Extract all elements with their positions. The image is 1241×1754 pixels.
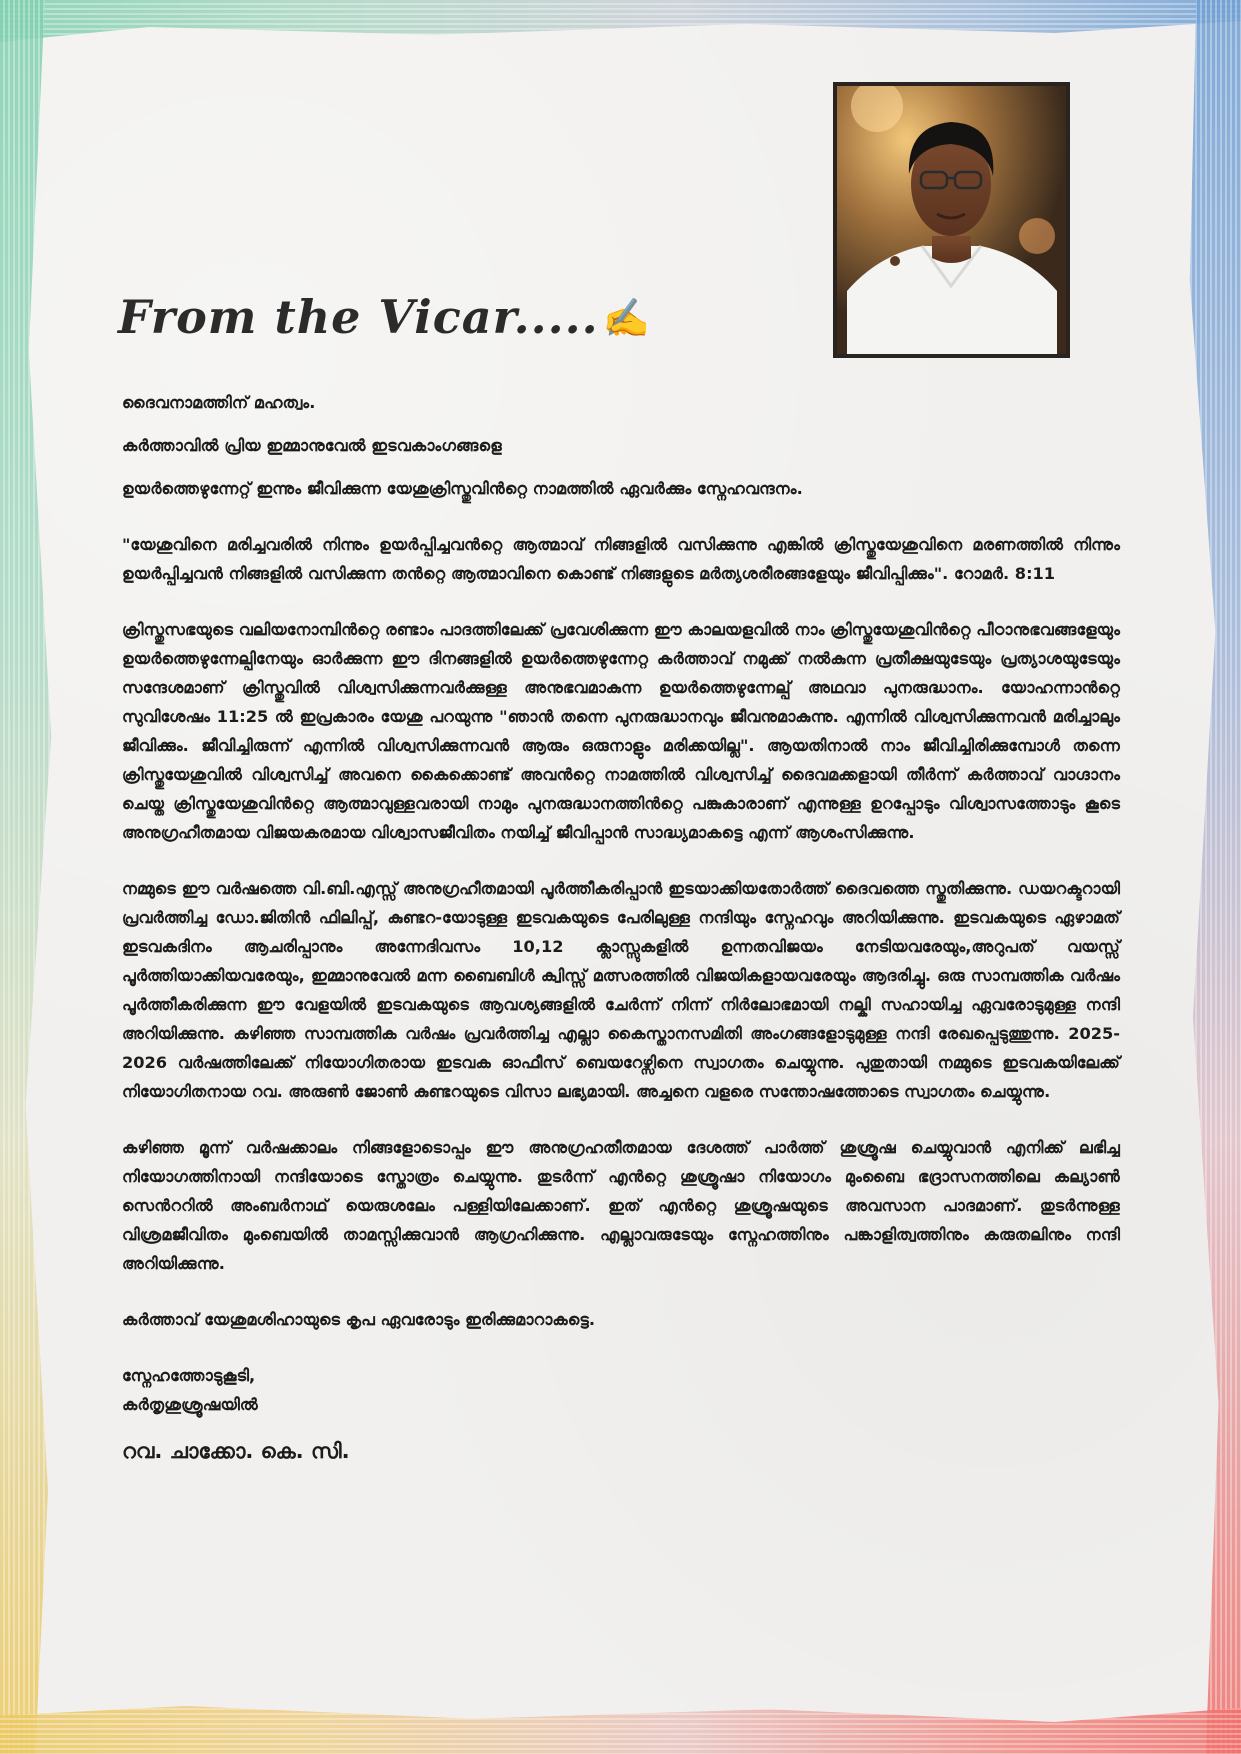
closing-service: കർതൃശുശ്രൂഷയിൽ bbox=[122, 1395, 258, 1414]
title-text: From the Vicar..... bbox=[118, 290, 599, 344]
letter-body bbox=[122, 388, 1120, 1466]
brush-frame-bottom bbox=[0, 1690, 1241, 1754]
pen-writing-icon: ✍ bbox=[602, 296, 652, 340]
blessing-line: കർത്താവ് യേശുമശിഹായുടെ കൃപ ഏവരോടും ഇരിക്കുമാറാകട്ടെ. bbox=[122, 1310, 596, 1329]
page-title bbox=[118, 290, 678, 344]
signature-name: റവ. ചാക്കോ. കെ. സി. bbox=[122, 1439, 350, 1463]
paragraph-lent: ക്രിസ്തുസഭയുടെ വലിയനോമ്പിൻറ്റെ രണ്ടാം പാദത്തിലേക്ക് പ്രവേശിക്കുന്ന ഈ കാലയളവിൽ നാം ക്രിസ്തുയേശുവിൻറ്റെ പീഠാനുഭവങ്ങളേയും ഉയർത്തെഴുന്നേല്പിനേയും ഓർക്കുന്ന ഈ ദിനങ്ങളിൽ ഉയർത്തെഴുന്നേറ്റ കർത്താവ് നമുക്ക് നൽകുന്ന പ്രതീക്ഷയുടേയും പ്രത്യാശയുടേയും സന്ദേശമാണ് ക്രിസ്തുവിൽ വിശ്വസിക്കുന്നവർക്കുള്ള അനുഭവമാകുന്ന ഉയർത്തെഴുന്നേല്പ് അഥവാ പുനരുദ്ധാനം. യോഹന്നാൻറ്റെ സുവിശേഷം 11:25 ൽ ഇപ്രകാരം യേശു പറയുന്നു "ഞാൻ തന്നെ പുനരുദ്ധാനവും ജീവനുമാകുന്നു. എന്നിൽ വിശ്വസിക്കുന്നവൻ മരിച്ചാലും ജീവിക്കും. ജീവിച്ചിരുന്ന് എന്നിൽ വിശ്വസിക്കുന്നവൻ ആരും ഒരുനാളും മരിക്കയില്ല". ആയതിനാൽ നാം ജീവിച്ചിരിക്കുമ്പോൾ തന്നെ ക്രിസ്തുയേശുവിൽ വിശ്വസിച്ച് അവനെ കൈക്കൊണ്ട് അവൻറ്റെ നാമത്തിൽ വിശ്വസിച്ച് ദൈവമക്കളായി തീർന്ന് കർത്താവ് വാഗ്ദാനം ചെയ്ത ക്രിസ്തുയേശുവിൻറ്റെ ആത്മാവുള്ളവരായി നാമും പുനരുദ്ധാനത്തിൻറ്റെ പങ്കുകാരാണ് എന്നുള്ള ഉറപ്പോടും വിശ്വാസത്തോടും കൂടെ അനുഗ്രഹീതമായ വിജയകരമായ വിശ്വാസജീവിതം നയിച്ച് ജീവിപ്പാൻ സാദ്ധ്യമാകട്ടെ എന്ന് ആശംസിക്കുന്നു. bbox=[122, 620, 1120, 842]
paragraph-farewell: കഴിഞ്ഞ മൂന്ന് വർഷക്കാലം നിങ്ങളോടൊപ്പം ഈ അനുഗ്രഹതീതമായ ദേശത്ത് പാർത്ത് ശുശ്രൂഷ ചെയ്യുവാൻ എനിക്ക് ലഭിച്ച നിയോഗത്തിനായി നന്ദിയോടെ സ്തോത്രം ചെയ്യുന്നു. തുടർന്ന് എൻറ്റെ ശുശ്രൂഷാ നിയോഗം മുംബൈ ഭദ്രാസനത്തിലെ കല്യാൺ സെൻററിൽ അംബർനാഥ് യെരുശലേം പള്ളിയിലേക്കാണ്. ഇത് എൻറ്റെ ശുശ്രൂഷയുടെ അവസാന പാദമാണ്. തുടർന്നുള്ള വിശ്രമജീവിതം മുംബെയിൽ താമസ്സിക്കുവാൻ ആഗ്രഹിക്കുന്നു. എല്ലാവരുടേയും സ്നേഹത്തിനും പങ്കാളിത്വത്തിനും കരുതലിനും നന്ദി അറിയിക്കുന്നു. bbox=[122, 1138, 1120, 1273]
brush-frame-right bbox=[1177, 0, 1241, 1754]
brush-frame-top bbox=[0, 0, 1241, 60]
closing-love: സ്നേഹത്തോടുകൂടി, bbox=[122, 1366, 256, 1385]
salutation-line: കർത്താവിൽ പ്രിയ ഇമ്മാനുവേൽ ഇടവകാംഗങ്ങളെ bbox=[122, 436, 502, 455]
portrait-illustration bbox=[837, 86, 1066, 354]
paragraph-parish-news: നമ്മുടെ ഈ വർഷത്തെ വി.ബി.എസ്സ് അനുഗ്രഹീതമായി പൂർത്തീകരിപ്പാൻ ഇടയാക്കിയതോർത്ത് ദൈവത്തെ സ്തുതിക്കുന്നു. ഡയറക്ടറായി പ്രവർത്തിച്ച ഡോ.ജിതിൻ ഫിലിപ്പ്, കുണ്ടറ-യോടുള്ള ഇടവകയുടെ പേരിലുള്ള നന്ദിയും സ്നേഹവും അറിയിക്കുന്നു. ഇടവകയുടെ ഏഴാമത് ഇടവകദിനം ആചരിപ്പാനും അന്നേദിവസം 10,12 ക്ലാസ്സുകളിൽ ഉന്നതവിജയം നേടിയവരേയും,അറുപത് വയസ്സ് പൂർത്തിയാക്കിയവരേയും, ഇമ്മാനുവേൽ മന്ന ബൈബിൾ ക്വിസ്സ് മത്സരത്തിൽ വിജയികളായവരേയും ആദരിച്ചു. ഒരു സാമ്പത്തിക വർഷം പൂർത്തീകരിക്കുന്ന ഈ വേളയിൽ ഇടവകയുടെ ആവശ്യങ്ങളിൽ ചേർന്ന് നിന്ന് നിർലോഭമായി നല്കി സഹായിച്ച ഏവരോടുമുള്ള നന്ദി അറിയിക്കുന്നു. കഴിഞ്ഞ സാമ്പത്തിക വർഷം പ്രവർത്തിച്ച എല്ലാ കൈസ്താനസമിതി അംഗങ്ങളോടുമുള്ള നന്ദി രേഖപ്പെടുത്തുന്നു. 2025-2026 വർഷത്തിലേക്ക് നിയോഗിതരായ ഇടവക ഓഫീസ് ബെയറേഴ്സിനെ സ്വാഗതം ചെയ്യുന്നു. പുതുതായി നമ്മുടെ ഇടവകയിലേക്ക് നിയോഗിതനായ റവ. അരുൺ ജോൺ കുണ്ടറയുടെ വിസാ ലഭ്യമായി. അച്ചനെ വളരെ സന്തോഷത്തോടെ സ്വാഗതം ചെയ്യുന്നു. bbox=[122, 879, 1120, 1101]
greeting-sentence: ഉയർത്തെഴുന്നേറ്റ് ഇന്നും ജീവിക്കുന്ന യേശുക്രിസ്തുവിൻറ്റെ നാമത്തിൽ ഏവർക്കും സ്നേഹവന്ദനം. bbox=[122, 479, 803, 498]
vicar-portrait bbox=[833, 82, 1070, 358]
brush-frame-left bbox=[0, 0, 64, 1754]
scripture-verse: "യേശുവിനെ മരിച്ചവരിൽ നിന്നും ഉയർപ്പിച്ചവൻറ്റെ ആത്മാവ് നിങ്ങളിൽ വസിക്കുന്നു എങ്കിൽ ക്രിസ്തുയേശുവിനെ മരണത്തിൽ നിന്നും ഉയർപ്പിച്ചവൻ നിങ്ങളിൽ വസിക്കുന്ന തൻറ്റെ ആത്മാവിനെ കൊണ്ട് നിങ്ങളുടെ മർത്യശരീരങ്ങളേയും ജീവിപ്പിക്കും". റോമർ. 8:11 bbox=[122, 535, 1120, 583]
greeting-line: ദൈവനാമത്തിന് മഹത്വം. bbox=[122, 393, 316, 412]
